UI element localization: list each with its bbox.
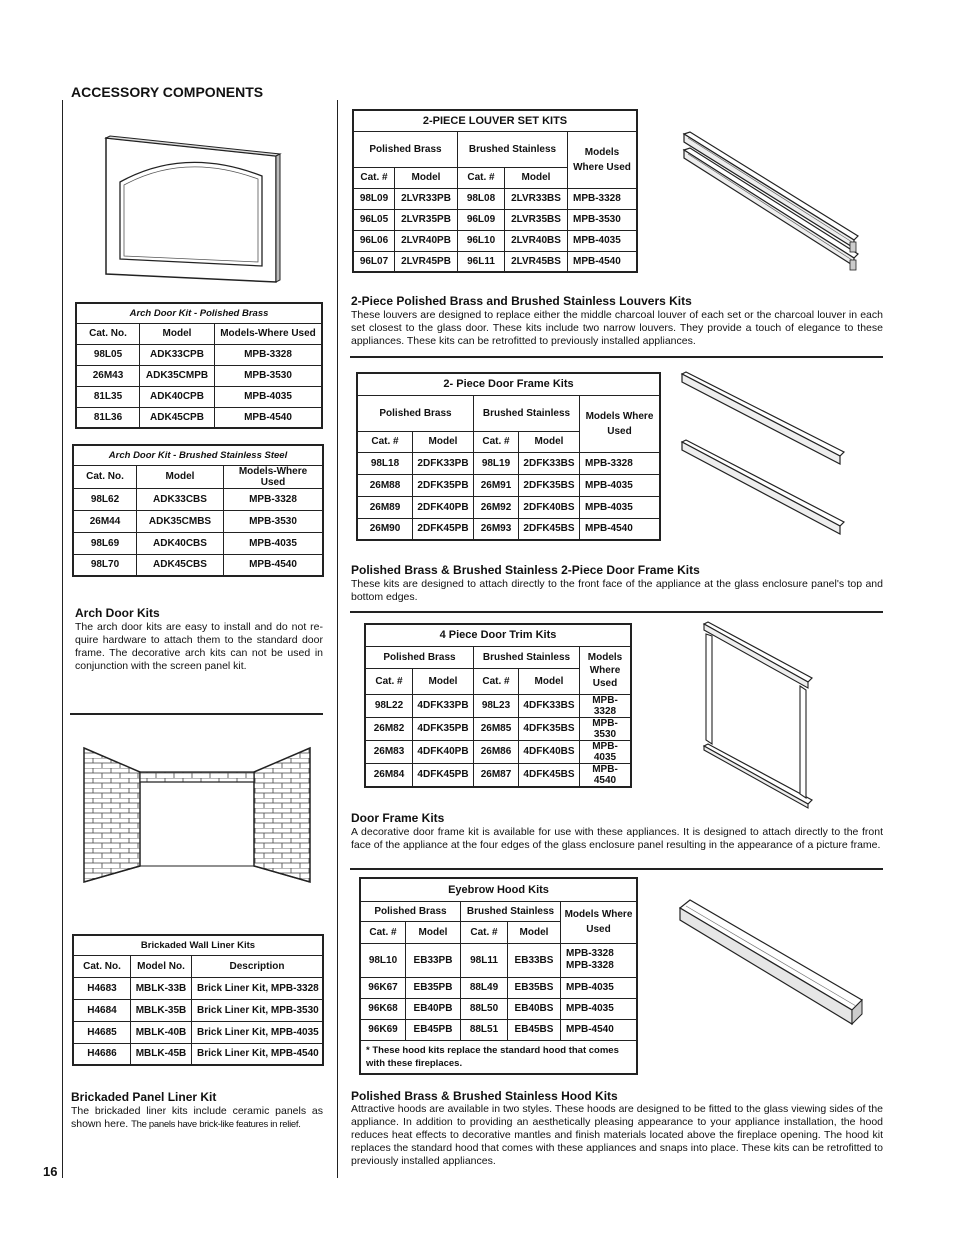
page-number: 16 [43, 1164, 58, 1179]
eyebrow-hood-table: Eyebrow Hood Kits Polished Brass Brushed Stainless Models Where Used Cat. # Model Cat. # Model 98L10 EB33PB 98L11 EB33BS MPB-3328 MPB-3328 96K67 EB35PB 88L49 EB35BS MPB-4035 96K68 EB40PB 88L50 EB40BS MPB-4035 96K69 EB45PB 88L51 EB45BS MPB-4540 * These hood kits replace the standard hood that comes with these fireplaces. [359, 877, 638, 1075]
door-frame-2pc-table: 2- Piece Door Frame Kits Polished Brass Brushed Stainless Models Where Used Cat. # Model Cat. # Model 98L18 2DFK33PB 98L19 2DFK33BS MPB-3328 26M88 2DFK35PB 26M91 2DFK35BS MPB-4035 26M89 2DFK40PB 26M92 2DFK40BS MPB-4035 26M90 2DFK45PB 26M93 2DFK45BS MPB-4540 [356, 372, 661, 541]
door-trim-4pc-table: 4 Piece Door Trim Kits Polished Brass Brushed Stainless Models Where Used Cat. # Model Cat. # Model 98L22 4DFK33PB 98L23 4DFK33BS MPB-3328 26M82 4DFK35PB 26M85 4DFK35BS MPB-3530 26M83 4DFK40PB 26M86 4DFK40BS MPB-4035 26M84 4DFK45PB 26M87 4DFK45BS MPB-4540 [364, 623, 632, 788]
page-heading: ACCESSORY COMPONENTS [71, 84, 264, 100]
left-margin-rule [62, 100, 63, 1178]
door-frame-2pc-body: These kits are designed to attach directly to the front face of the appliance at the glass enclosure panel's top and bottom edges. [351, 578, 883, 603]
brick-liner-title: Brickaded Panel Liner Kit [71, 1090, 217, 1104]
hood-kits-title: Polished Brass & Brushed Stainless Hood Kits [351, 1089, 618, 1103]
door-trim-4pc-illustration [702, 622, 814, 808]
arch-door-kits-title: Arch Door Kits [75, 606, 160, 620]
arch-door-bs-table: Arch Door Kit - Brushed Stainless Steel Cat. No. Model Models-Where Used 98L62 ADK33CBS MPB-3328 26M44 ADK35CMBS MPB-3530 98L69 ADK40CBS MPB-4035 98L70 ADK45CBS MPB-4540 [72, 444, 324, 577]
eyebrow-hood-illustration [676, 900, 866, 1030]
louver-illustration [680, 132, 860, 272]
section-divider [350, 611, 883, 613]
door-frame-kits-title: Door Frame Kits [351, 811, 445, 825]
brick-liner-illustration [84, 748, 310, 884]
arch-door-illustration [100, 134, 280, 284]
hood-kits-body: Attractive hoods are available in two styles. These hoods are designed to be fitted to the glass viewing sides of the appliance. In addition to providing an aesthetically pleasing appearance to your appliance installation, the hood reduces heat effects to decorative mantles and finish materials located above the fireplace opening. The hood kit replaces the standard hood that comes with these appliances and snaps into place. These kits can be retrofitted to previously installed appliances. [351, 1103, 883, 1167]
louver-kits-title: 2-Piece Polished Brass and Brushed Stainless Louvers Kits [351, 294, 692, 308]
brick-liner-table: Brickaded Wall Liner Kits Cat. No. Model No. Description H4683 MBLK-33B Brick Liner Kit, MPB-3328 H4684 MBLK-35B Brick Liner Kit, MPB-3530 H4685 MBLK-40B Brick Liner Kit, MPB-4035 H4686 MBLK-45B Brick Liner Kit, MPB-4540 [72, 934, 324, 1066]
section-divider [70, 713, 323, 715]
door-frame-2pc-illustration [680, 372, 850, 547]
arch-door-pb-table: Arch Door Kit - Polished Brass Cat. No. Model Models-Where Used 98L05 ADK33CPB MPB-3328 26M43 ADK35CMPB MPB-3530 81L35 ADK40CPB MPB-4035 81L36 ADK45CPB MPB-4540 [75, 302, 323, 429]
louver-kits-table: 2-PIECE LOUVER SET KITS Polished Brass Brushed Stainless Models Where Used Cat. # Model Cat. # Model 98L09 2LVR33PB 98L08 2LVR33BS MPB-3328 96L05 2LVR35PB 96L09 2LVR35BS MPB-3530 96L06 2LVR40PB 96L10 2LVR40BS MPB-4035 96L07 2LVR45PB 96L11 2LVR45BS MPB-4540 [352, 109, 638, 273]
column-divider [337, 100, 338, 1178]
brick-liner-body: The brickaded liner kits include ceramic panels as shown here. The panels have brick-like features in relief. [71, 1105, 323, 1130]
louver-kits-body: These louvers are designed to replace either the middle charcoal louver of each set or the charcoal louver in each set closest to the glass door. These kits include two narrow louvers. They provide a touch of elegance to these appliances. These kits can be retrofitted to previously installed appliances. [351, 309, 883, 347]
section-divider [350, 356, 883, 358]
arch-door-kits-body: The arch door kits are easy to install and do not re-quire hardware to attach them to the standard door frame. The decorative arch kits can not be used in conjunction with the screen panel kit. [75, 621, 323, 672]
door-frame-2pc-title: Polished Brass & Brushed Stainless 2-Piece Door Frame Kits [351, 563, 700, 577]
door-frame-kits-body: A decorative door frame kit is available for use with these appliances. It is designed to attach directly to the front face of the appliance at the four edges of the glass enclosure panel resulting in the appearance of a picture frame. [351, 826, 883, 851]
section-divider [350, 868, 883, 870]
